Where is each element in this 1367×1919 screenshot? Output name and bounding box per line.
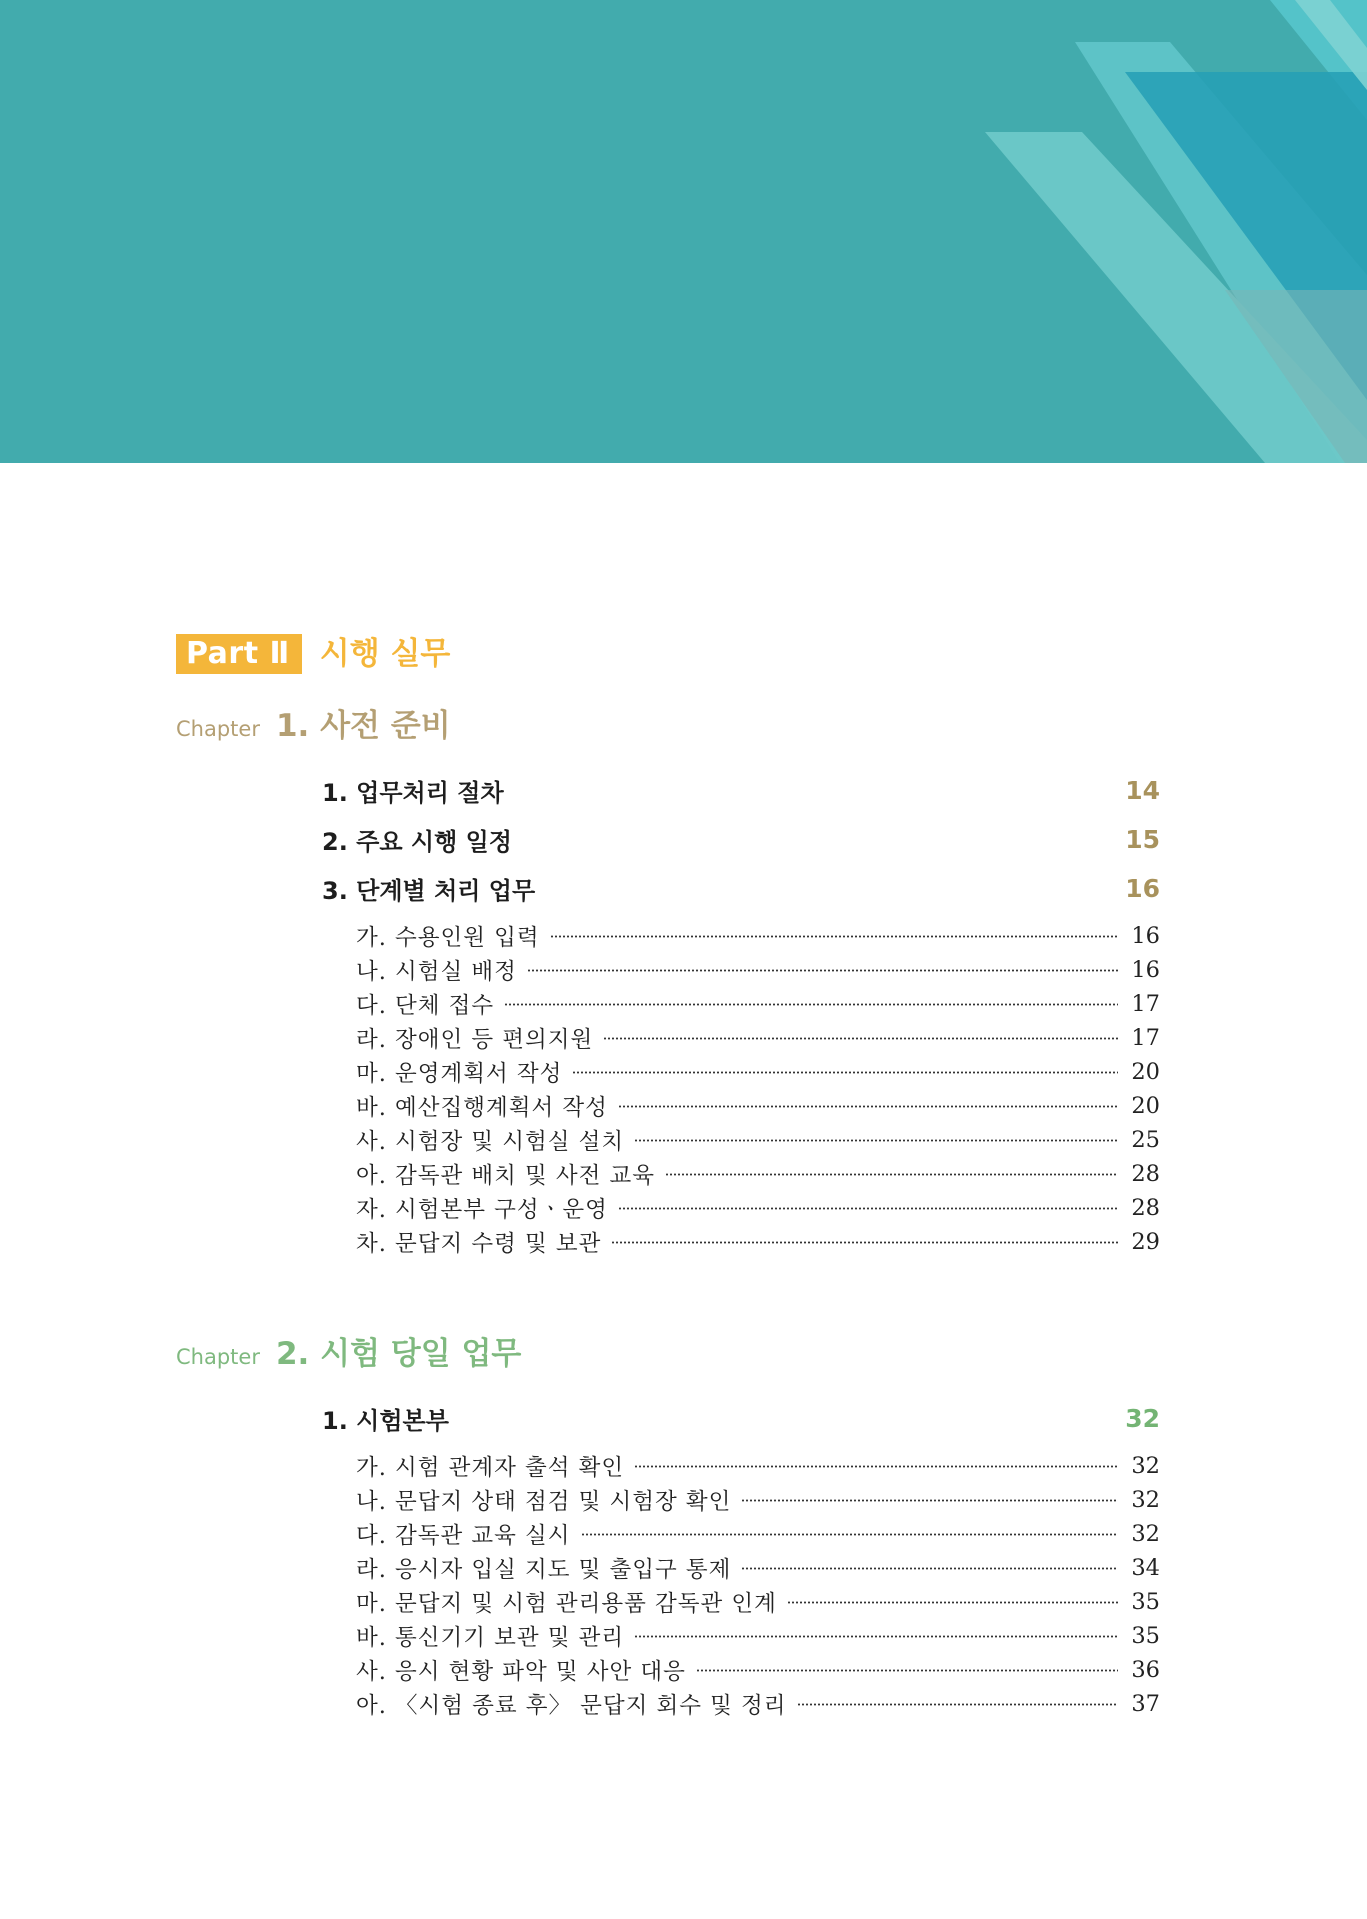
item-title: 라. 장애인 등 편의지원 [356, 1027, 594, 1053]
toc-item-entry[interactable] [356, 1620, 1160, 1652]
chapter-title: 2. 시험 당일 업무 [275, 1336, 522, 1372]
toc-item-entry[interactable] [356, 1518, 1160, 1550]
dot-leader [797, 1703, 1118, 1706]
dot-leader [504, 1003, 1118, 1006]
item-title: 가. 시험 관계자 출석 확인 [356, 1455, 625, 1481]
toc-item-entry[interactable] [356, 1552, 1160, 1584]
section-title: 3. 단계별 처리 업무 [322, 876, 536, 905]
item-page-number: 17 [1131, 991, 1160, 1017]
item-page-number: 20 [1131, 1093, 1160, 1119]
toc-item-entry[interactable] [356, 1090, 1160, 1122]
toc-item-entry[interactable] [356, 1022, 1160, 1054]
dot-leader [634, 1635, 1118, 1638]
toc-item-entry[interactable] [356, 954, 1160, 986]
item-page-number: 16 [1131, 957, 1160, 983]
toc-section-entry[interactable] [322, 871, 1160, 905]
dot-leader [787, 1601, 1118, 1604]
chapter-heading [176, 1328, 521, 1373]
item-page-number: 28 [1131, 1195, 1160, 1221]
dot-leader [618, 1105, 1118, 1108]
toc-item-entry[interactable] [356, 1158, 1160, 1190]
item-title: 라. 응시자 입실 지도 및 출입구 통제 [356, 1557, 732, 1583]
toc-item-entry[interactable] [356, 1192, 1160, 1224]
item-page-number: 17 [1131, 1025, 1160, 1051]
item-title: 바. 예산집행계획서 작성 [356, 1095, 608, 1121]
item-page-number: 35 [1131, 1589, 1160, 1615]
chapter-label: Chapter [176, 1345, 260, 1369]
section-title: 1. 시험본부 [322, 1406, 449, 1435]
item-title: 마. 문답지 및 시험 관리용품 감독관 인계 [356, 1591, 777, 1617]
item-page-number: 32 [1131, 1521, 1160, 1547]
toc-item-entry[interactable] [356, 1450, 1160, 1482]
item-title: 사. 응시 현황 파악 및 사안 대응 [356, 1659, 686, 1685]
item-page-number: 37 [1131, 1691, 1160, 1717]
toc-item-entry[interactable] [356, 1654, 1160, 1686]
item-page-number: 36 [1131, 1657, 1160, 1683]
toc-item-entry[interactable] [356, 988, 1160, 1020]
item-page-number: 34 [1131, 1555, 1160, 1581]
dot-leader [603, 1037, 1118, 1040]
dot-leader [665, 1173, 1118, 1176]
dot-leader [634, 1139, 1118, 1142]
dot-leader [696, 1669, 1118, 1672]
part-heading [176, 632, 450, 676]
dot-leader [581, 1533, 1119, 1536]
toc-item-entry[interactable] [356, 1586, 1160, 1618]
item-page-number: 35 [1131, 1623, 1160, 1649]
dot-leader [741, 1567, 1118, 1570]
section-page-number: 14 [1125, 775, 1160, 805]
item-title: 아. 〈시험 종료 후〉 문답지 회수 및 정리 [356, 1693, 787, 1719]
part-title: 시행 실무 [319, 636, 451, 672]
dot-leader [741, 1499, 1118, 1502]
chapter-heading [176, 700, 451, 745]
toc-item-entry[interactable] [356, 1226, 1160, 1258]
dot-leader [527, 969, 1118, 972]
toc-item-entry[interactable] [356, 1484, 1160, 1516]
toc-item-entry[interactable] [356, 1688, 1160, 1720]
item-title: 자. 시험본부 구성ㆍ운영 [356, 1197, 608, 1223]
part-badge: Part Ⅱ [176, 634, 302, 674]
item-page-number: 28 [1131, 1161, 1160, 1187]
item-title: 다. 감독관 교육 실시 [356, 1523, 571, 1549]
section-page-number: 15 [1125, 824, 1160, 854]
item-page-number: 25 [1131, 1127, 1160, 1153]
toc-item-entry[interactable] [356, 920, 1160, 952]
toc-section-entry[interactable] [322, 822, 1160, 856]
item-title: 다. 단체 접수 [356, 993, 495, 1019]
dot-leader [611, 1241, 1118, 1244]
item-title: 아. 감독관 배치 및 사전 교육 [356, 1163, 655, 1189]
chapter-label: Chapter [176, 717, 260, 741]
item-page-number: 20 [1131, 1059, 1160, 1085]
dot-leader [572, 1071, 1118, 1074]
item-title: 나. 문답지 상태 점검 및 시험장 확인 [356, 1489, 732, 1515]
header-banner [0, 0, 1367, 463]
chapter-title: 1. 사전 준비 [275, 708, 451, 744]
section-title: 1. 업무처리 절차 [322, 778, 504, 807]
dot-leader [634, 1465, 1118, 1468]
item-title: 가. 수용인원 입력 [356, 925, 540, 951]
toc-section-entry[interactable] [322, 773, 1160, 807]
item-page-number: 32 [1131, 1487, 1160, 1513]
dot-leader [550, 935, 1118, 938]
item-page-number: 16 [1131, 923, 1160, 949]
dot-leader [618, 1207, 1118, 1210]
item-title: 나. 시험실 배정 [356, 959, 517, 985]
item-page-number: 32 [1131, 1453, 1160, 1479]
item-title: 마. 운영계획서 작성 [356, 1061, 563, 1087]
item-page-number: 29 [1131, 1229, 1160, 1255]
item-title: 바. 통신기기 보관 및 관리 [356, 1625, 625, 1651]
toc-item-entry[interactable] [356, 1124, 1160, 1156]
item-title: 사. 시험장 및 시험실 설치 [356, 1129, 625, 1155]
section-title: 2. 주요 시행 일정 [322, 827, 512, 856]
item-title: 차. 문답지 수령 및 보관 [356, 1231, 602, 1257]
section-page-number: 32 [1125, 1403, 1160, 1433]
toc-section-entry[interactable] [322, 1401, 1160, 1435]
banner-stripes-graphic [0, 0, 1367, 463]
section-page-number: 16 [1125, 873, 1160, 903]
toc-item-entry[interactable] [356, 1056, 1160, 1088]
